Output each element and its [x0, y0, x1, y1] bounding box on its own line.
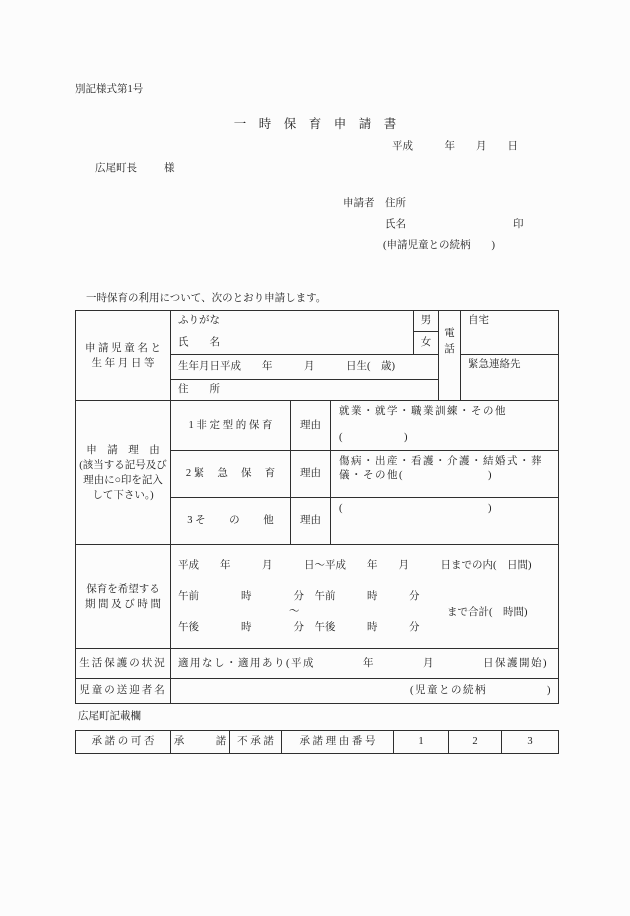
addressee-name: 広尾町長 [95, 163, 137, 174]
period-section [76, 545, 558, 649]
approval-table [75, 730, 559, 754]
applicant-label: 申請者 [343, 198, 375, 209]
applicant-name-label: 氏名 [385, 219, 406, 230]
period-header-cell: 保育を希望する 期 間 及 び 時 間 [76, 545, 171, 648]
child-name-cell [171, 311, 414, 355]
form-number-label: 別記様式第1号 [75, 84, 144, 95]
approval-accept-cell: 承 諾 [171, 731, 230, 753]
period-content-cell [171, 545, 558, 648]
welfare-content-cell: 適用なし・適用あり(平成 年 月 日保護開始) [178, 657, 548, 669]
approval-number-1-cell: 1 [394, 731, 449, 753]
period-am-line: 午前 時 分 午前 時 分 [178, 591, 420, 602]
furigana-label: ふりがな [178, 315, 220, 326]
welfare-section [76, 649, 558, 679]
approval-reject-cell: 不 承 諾 [230, 731, 282, 753]
approval-reason-number-cell: 承 諾 理 由 番 号 [282, 731, 394, 753]
reason-type-cell-1: 1 非 定 型 的 保 育 [171, 401, 291, 451]
period-date-range: 平成 年 月 日～平成 年 月 日までの内( 日間) [178, 560, 532, 571]
applicant-relation-note: (申請児童との続柄 ) [383, 240, 495, 251]
escort-relation-note: (児童との続柄 ) [410, 685, 552, 696]
approval-number-2-cell: 2 [449, 731, 502, 753]
reason-detail-cell-3: ( ) [339, 503, 493, 514]
application-table [75, 310, 559, 704]
reason-label-cell-2: 理由 [291, 451, 331, 498]
escort-section [76, 679, 558, 703]
child-header-cell: 申 請 児 童 名 と 生 年 月 日 等 [76, 311, 171, 400]
welfare-header-cell: 生活保護の状況 [76, 649, 171, 678]
home-phone-cell: 自宅 [461, 311, 558, 355]
period-pm-line: 午後 時 分 午後 時 分 [178, 622, 420, 633]
sex-female-cell: 女 [414, 332, 439, 355]
town-entry-label: 広尾町記載欄 [78, 711, 141, 722]
birthdate-cell: 生年月日平成 年 月 日生( 歳) [171, 355, 439, 380]
escort-header-cell: 児童の送迎者名 [76, 679, 171, 703]
reason-type-cell-3: 3 そ の 他 [171, 498, 291, 544]
phone-label: 電 話 [439, 311, 461, 400]
reason-label-cell-3: 理由 [291, 498, 331, 544]
reason-section [76, 401, 558, 545]
form-title: 一 時 保 育 申 請 書 [233, 117, 397, 131]
emergency-contact-cell: 緊急連絡先 [468, 359, 521, 370]
addressee-honorific: 様 [164, 163, 175, 174]
sex-male-cell: 男 [414, 311, 439, 332]
applicant-address-label: 住所 [385, 198, 406, 209]
reason-header-cell: 申 請 理 由 (該当する記号及び理由に○印を記入して下さい。) [76, 401, 171, 544]
seal-label: 印 [513, 219, 524, 230]
period-tilde: ～ [289, 606, 300, 617]
reason-type-cell-2: 2 緊 急 保 育 [171, 451, 291, 498]
reason-detail-cell-2: 傷病・出産・看護・介護・結婚式・葬 儀・その他( ) [331, 451, 558, 498]
approval-header-cell: 承 諾 の 可 否 [76, 731, 171, 753]
approval-number-3-cell: 3 [527, 736, 533, 747]
child-name-label: 氏 名 [178, 337, 220, 348]
period-total: まで合計( 時間) [447, 607, 528, 618]
reason-detail-cell-1: 就業・就学・職業訓練・その他 ( ) [331, 401, 558, 451]
date-line: 平成 年 月 日 [392, 141, 518, 152]
intro-text: 一時保育の利用について、次のとおり申請します。 [86, 293, 327, 304]
reason-header-note: (該当する記号及び理由に○印を記入して下さい。) [79, 459, 167, 501]
child-address-cell: 住 所 [171, 380, 439, 400]
child-info-section [76, 311, 558, 401]
addressee-line [95, 162, 175, 176]
reason-label-cell-1: 理由 [291, 401, 331, 451]
